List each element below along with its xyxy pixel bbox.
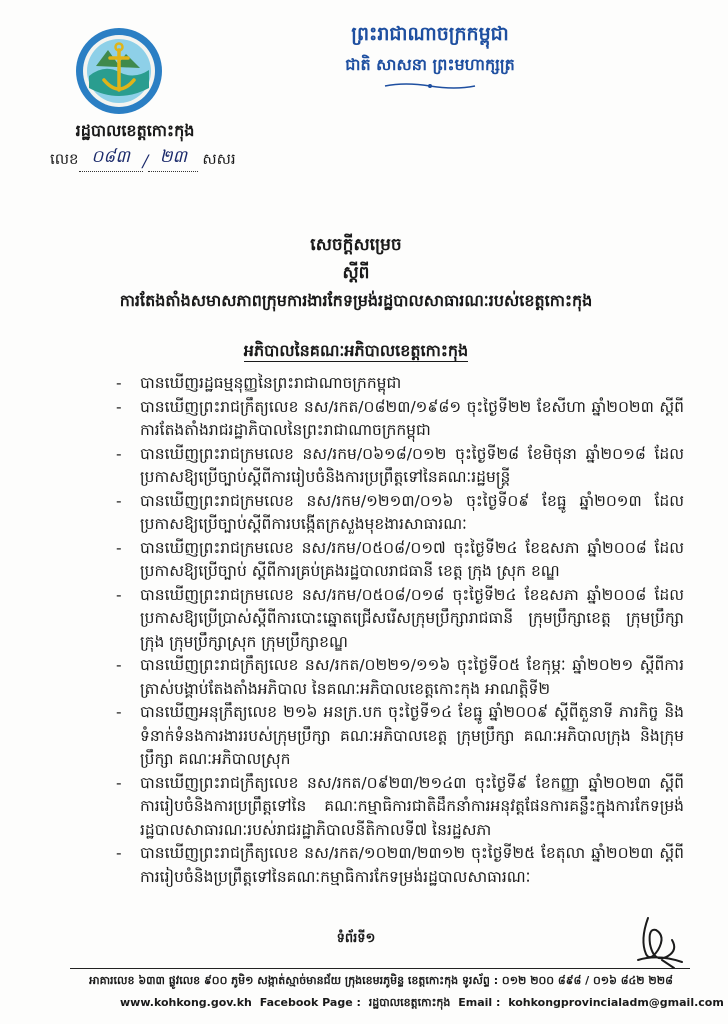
facebook-label: Facebook Page : — [259, 996, 361, 1009]
motto-ornament — [380, 82, 480, 90]
national-motto: ជាតិ សាសនា ព្រះមហាក្សត្រ — [345, 55, 515, 74]
document-subject: ការតែងតាំងសមាសភាពក្រុមការងារកែទម្រង់រដ្ឋបាលសាធារណៈរបស់ខេត្តកោះកុង — [119, 291, 593, 310]
facebook-page: រដ្ឋបាលខេត្តកោះកុង — [368, 996, 451, 1009]
issuer-name: រដ្ឋបាលខេត្តកោះកុង — [75, 121, 195, 140]
number-label: លេខ — [50, 150, 79, 168]
list-item: - បានឃើញអនុក្រឹត្យលេខ ២១៦ អនក្រ.បក ចុះថ្ងៃទី១៤ ខែធ្នូ ឆ្នាំ២០០៩ ស្តីពីតួនាទី ភារកិច្ច និងទំនាក់ទំនងការងាររបស់ក្រុមប្រឹក្សា គណៈអភិបាលខេត្ត ក្រុមប្រឹក្សា គណៈអភិបាលក្រុង និងក្រុមប្រឹក្សា គណៈអភិបាលស្រុក — [112, 701, 684, 772]
website-link[interactable]: www.kohkong.gov.kh — [120, 996, 252, 1009]
provincial-seal-anchor-icon — [74, 26, 164, 116]
document-number-line — [50, 146, 290, 172]
email-label: Email : — [458, 996, 501, 1009]
footer-divider — [70, 968, 690, 969]
email-address[interactable]: kohkongprovincialadm@gmail.com — [508, 996, 724, 1009]
document-year: ២៣ — [148, 146, 198, 172]
list-item: - បានឃើញព្រះរាជក្រមលេខ នស/រកម/០៥០៨/០១៧ ចុះថ្ងៃទី២៤ ខែឧសភា ឆ្នាំ២០០៨ ដែលប្រកាសឱ្យប្រើច្បាប់ ស្តីពីការគ្រប់គ្រងរដ្ឋបាលរាជធានី ខេត្ត ក្រុង ស្រុក ខណ្ឌ — [112, 537, 684, 584]
authority-text: អភិបាលនៃគណៈអភិបាលខេត្តកោះកុង — [243, 341, 469, 360]
list-item: - បានឃើញព្រះរាជក្រឹត្យលេខ នស/រកត/០២២១/១១៦ ចុះថ្ងៃទី០៥ ខែកុម្ភៈ ឆ្នាំ២០២១ ស្តីពីការត្រាស់បង្គាប់តែងតាំងអភិបាល នៃគណៈអភិបាលខេត្តកោះកុង អាណត្តិទី២ — [112, 654, 684, 701]
list-item: - បានឃើញព្រះរាជក្រមលេខ នស/រកម/១២១៣/០១៦ ចុះថ្ងៃទី០៩ ខែធ្នូ ឆ្នាំ២០១៣ ដែលប្រកាសឱ្យប្រើច្បាប់ស្តីពីការបង្កើតក្រសួងមុខងារសាធារណៈ — [112, 490, 684, 537]
handwritten-signature — [628, 910, 688, 972]
list-item: - បានឃើញព្រះរាជក្រមលេខ នស/រកម/០៥០៨/០១៨ ចុះថ្ងៃទី២៤ ខែឧសភា ឆ្នាំ២០០៨ ដែលប្រកាសឱ្យប្រើប្រាស់ស្តីពីការបោះឆ្នោតជ្រើសរើសក្រុមប្រឹក្សារាជធានី ក្រុមប្រឹក្សាខេត្ត ក្រុមប្រឹក្សាក្រុង ក្រុមប្រឹក្សាស្រុក ក្រុមប្រឹក្សាខណ្ឌ — [112, 584, 684, 655]
number-separator: / — [142, 152, 149, 172]
page-number: ទំព័រទី១ — [336, 931, 376, 946]
title-about: ស្តីពី — [342, 263, 370, 283]
document-number: ០៨៣ — [79, 146, 143, 172]
list-item: - បានឃើញព្រះរាជក្រឹត្យលេខ នស/រកត/០៩២៣/២១៤៣ ចុះថ្ងៃទី៩ ខែកញ្ញា ឆ្នាំ២០២៣ ស្តីពីការរៀបចំនិងការប្រព្រឹត្តទៅនៃ គណៈកម្មាធិការជាតិដឹកនាំការអនុវត្តផែនការគន្លឹះក្នុងការកែទម្រង់រដ្ឋបាលសាធារណៈរបស់រាជរដ្ឋាភិបាលនីតិកាលទី៧ នៃរដ្ឋសភា — [112, 772, 684, 843]
list-item: - បានឃើញរដ្ឋធម្មនុញ្ញនៃព្រះរាជាណាចក្រកម្ពុជា — [112, 372, 684, 396]
list-item: - បានឃើញព្រះរាជក្រឹត្យលេខ នស/រកត/០៨២៣/១៩៨១ ចុះថ្ងៃទី២២ ខែសីហា ឆ្នាំ២០២៣ ស្តីពីការតែងតាំងរាជរដ្ឋាភិបាលនៃព្រះរាជាណាចក្រកម្ពុជា — [112, 396, 684, 443]
footer-contacts — [120, 996, 724, 1012]
footer-address: អាគារលេខ ៦៣៣ ផ្លូវលេខ ៩០០ ភូមិ១ សង្កាត់ស្មាច់មានជ័យ ក្រុងខេមរភូមិន្ទ ខេត្តកោះកុង ទូរស័ព្ទ : ០១២ ២០០ ៨៩៨ / ០១៦ ៨៤២ ២២៨ — [89, 974, 673, 987]
kingdom-heading: ព្រះរាជាណាចក្រកម្ពុជា — [351, 23, 509, 45]
considerations-list — [112, 372, 684, 892]
issuing-authority — [156, 340, 556, 364]
document-type: សេចក្តីសម្រេច — [310, 235, 402, 255]
list-item: - បានឃើញព្រះរាជក្រមលេខ នស/រកម/០៦១៨/០១២ ចុះថ្ងៃទី២៨ ខែមិថុនា ឆ្នាំ២០១៨ ដែលប្រកាសឱ្យប្រើច្បាប់ស្តីពីការរៀបចំនិងការប្រព្រឹត្តទៅនៃគណៈរដ្ឋមន្ត្រី — [112, 443, 684, 490]
number-suffix: សសរ — [202, 150, 236, 168]
list-item: - បានឃើញព្រះរាជក្រឹត្យលេខ នស/រកត/១០២៣/២៣១២ ចុះថ្ងៃទី២៥ ខែតុលា ឆ្នាំ២០២៣ ស្តីពីការរៀបចំនិងប្រព្រឹត្តទៅនៃគណៈកម្មាធិការកែទម្រង់រដ្ឋបាលសាធារណៈ — [112, 842, 684, 889]
